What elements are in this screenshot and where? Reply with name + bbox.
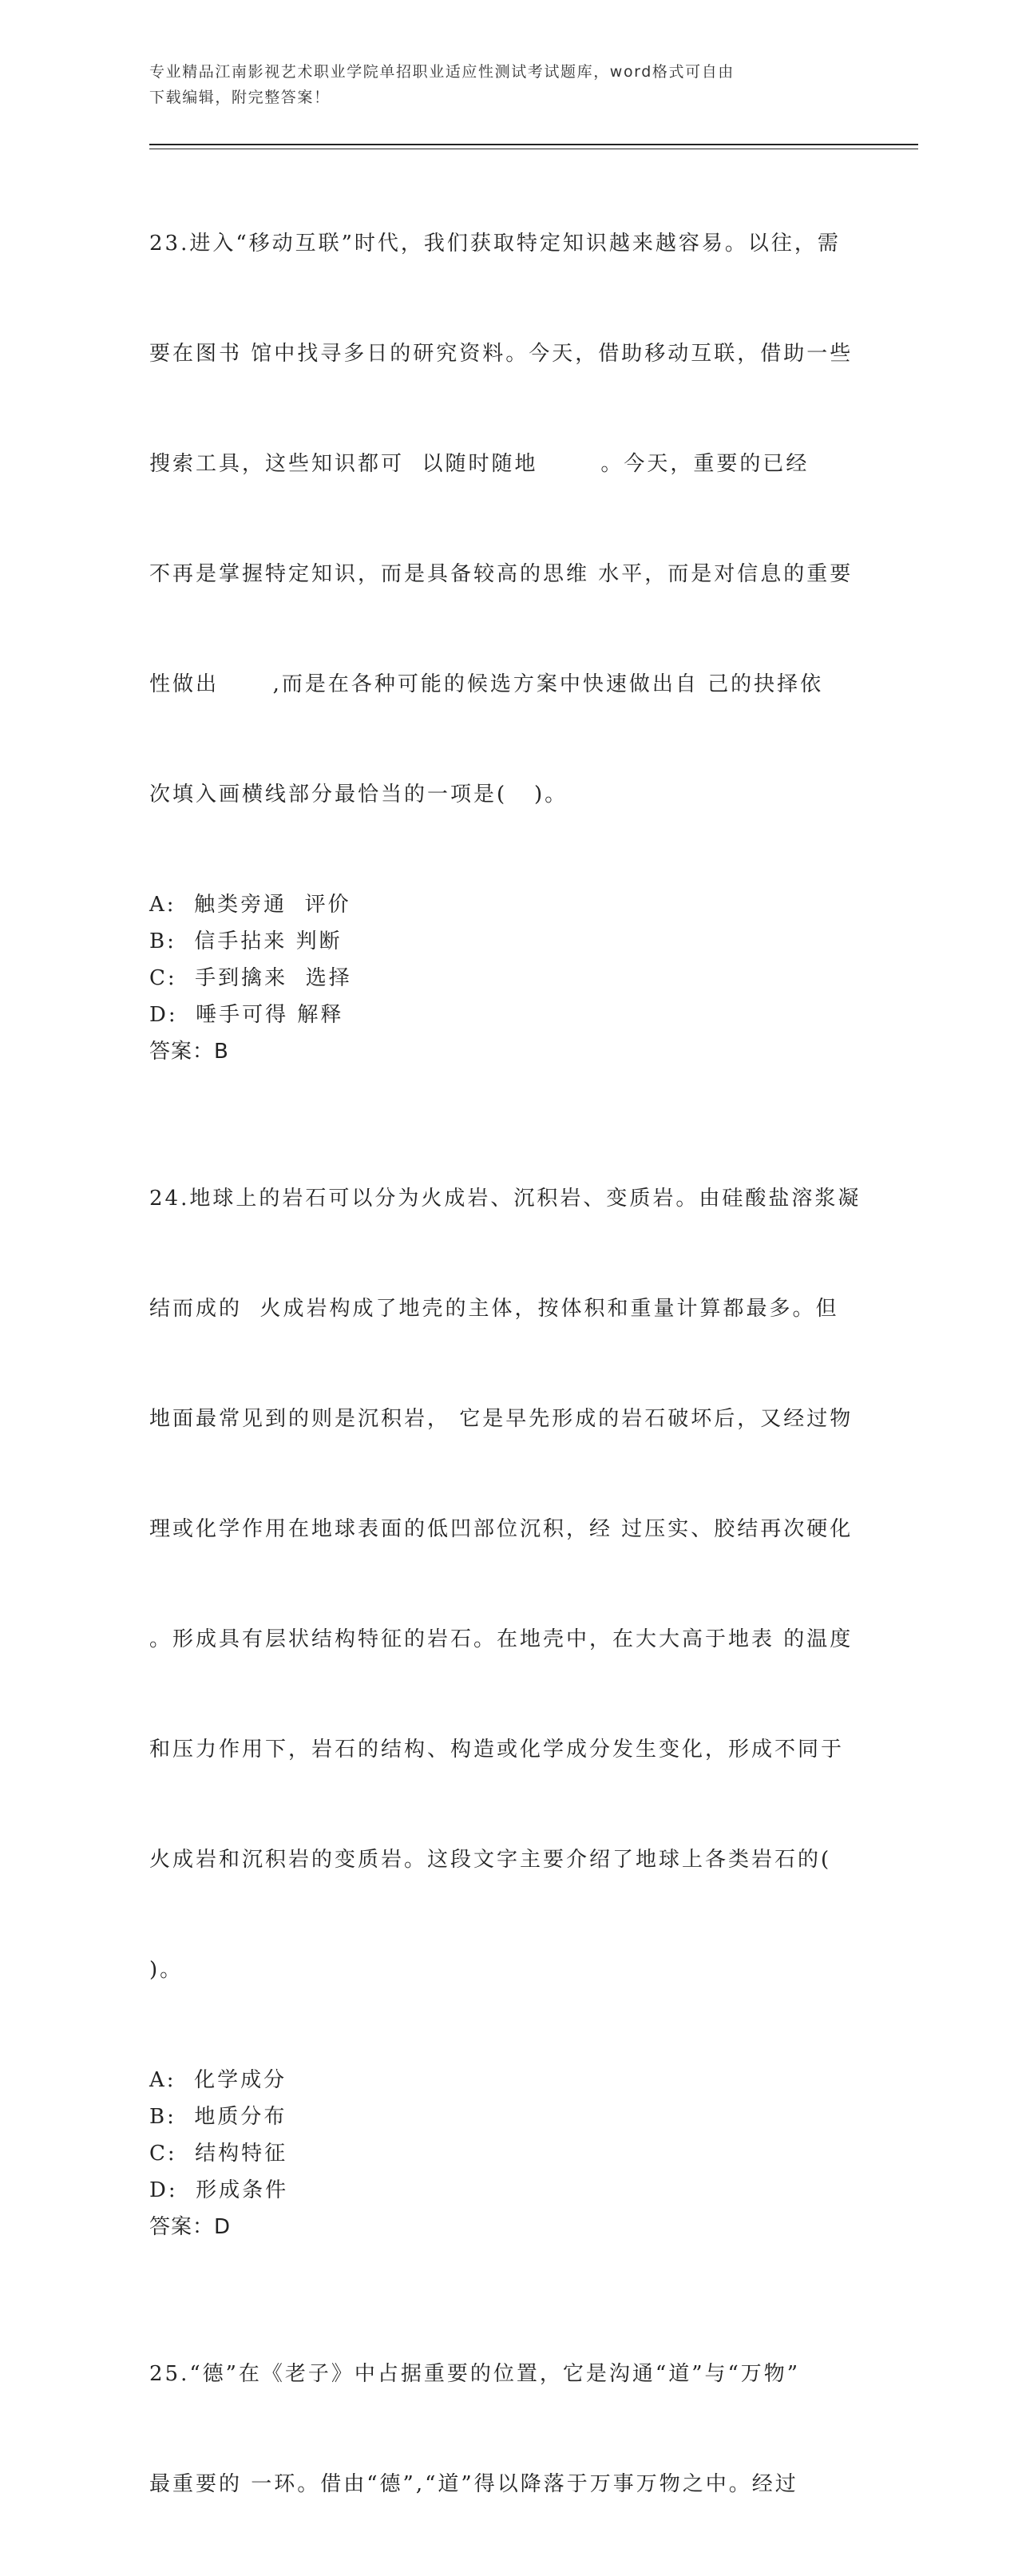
stem-line: 性做出 ,而是在各种可能的候选方案中快速做出自 己的抉择依	[149, 672, 824, 696]
page-header	[149, 59, 852, 110]
option-c: C: 手到擒来 选择	[149, 966, 352, 990]
answer-label: 答案：D	[149, 2215, 232, 2239]
stem-line: 不再是掌握特定知识，而是具备较高的思维 水平，而是对信息的重要	[149, 562, 854, 586]
stem-line: 。形成具有层状结构特征的岩石。在地壳中，在大大高于地表 的温度	[149, 1627, 854, 1651]
stem-line: 搜索工具，这些知识都可 以随时随地 。今天，重要的已经	[149, 452, 810, 476]
stem-line: 结而成的 火成岩构成了地壳的主体，按体积和重量计算都最多。但	[149, 1297, 839, 1321]
option-b: B: 信手拈来 判断	[149, 929, 343, 953]
stem-line: 理或化学作用在地球表面的低凹部位沉积，经 过压实、胶结再次硬化	[149, 1517, 854, 1541]
header-divider-thick	[149, 144, 918, 145]
question-spacer	[149, 1070, 868, 1107]
question-25	[149, 2282, 868, 2576]
option-c: C: 结构特征	[149, 2142, 288, 2166]
header-line-1: 专业精品江南影视艺术职业学院单招职业适应性测试考试题库，word格式可自由	[149, 63, 735, 81]
stem-line: 25.“德”在《老子》中占据重要的位置，它是沟通“道”与“万物”	[149, 2362, 801, 2386]
question-stem	[149, 152, 868, 886]
stem-line: 火成岩和沉积岩的变质岩。这段文字主要介绍了地球上各类岩石的(	[149, 1848, 832, 1872]
option-d: D: 形成条件	[149, 2178, 289, 2202]
option-b: B: 地质分布	[149, 2105, 287, 2129]
header-line-2: 下载编辑，附完整答案！	[149, 89, 331, 106]
option-a: A: 触类旁通 评价	[149, 893, 351, 917]
stem-line: 次填入画横线部分最恰当的一项是( )。	[149, 783, 568, 806]
question-24	[149, 1107, 868, 2245]
stem-line: 和压力作用下，岩石的结构、构造或化学成分发生变化，形成不同于	[149, 1738, 845, 1762]
stem-line: 24.地球上的岩石可以分为火成岩、沉积岩、变质岩。由硅酸盐溶浆凝	[149, 1187, 862, 1211]
question-stem	[149, 1107, 868, 2062]
question-stem	[149, 2282, 868, 2576]
stem-line: 要在图书 馆中找寻多日的研究资料。今天，借助移动互联，借助一些	[149, 342, 854, 366]
stem-line: 最重要的 一环。借由“德”,“道”得以降落于万事万物之中。经过	[149, 2472, 798, 2496]
question-23	[149, 152, 868, 1070]
answer-label: 答案：B	[149, 1040, 229, 1064]
stem-line: 23.进入“移动互联”时代，我们获取特定知识越来越容易。以往，需	[149, 232, 841, 256]
stem-line: )。	[149, 1958, 184, 1982]
option-d: D: 唾手可得 解释	[149, 1003, 344, 1027]
question-spacer	[149, 2245, 868, 2282]
stem-line: 地面最常见到的则是沉积岩， 它是早先形成的岩石破坏后，又经过物	[149, 1407, 854, 1431]
option-a: A: 化学成分	[149, 2068, 287, 2092]
question-list	[149, 152, 868, 2576]
